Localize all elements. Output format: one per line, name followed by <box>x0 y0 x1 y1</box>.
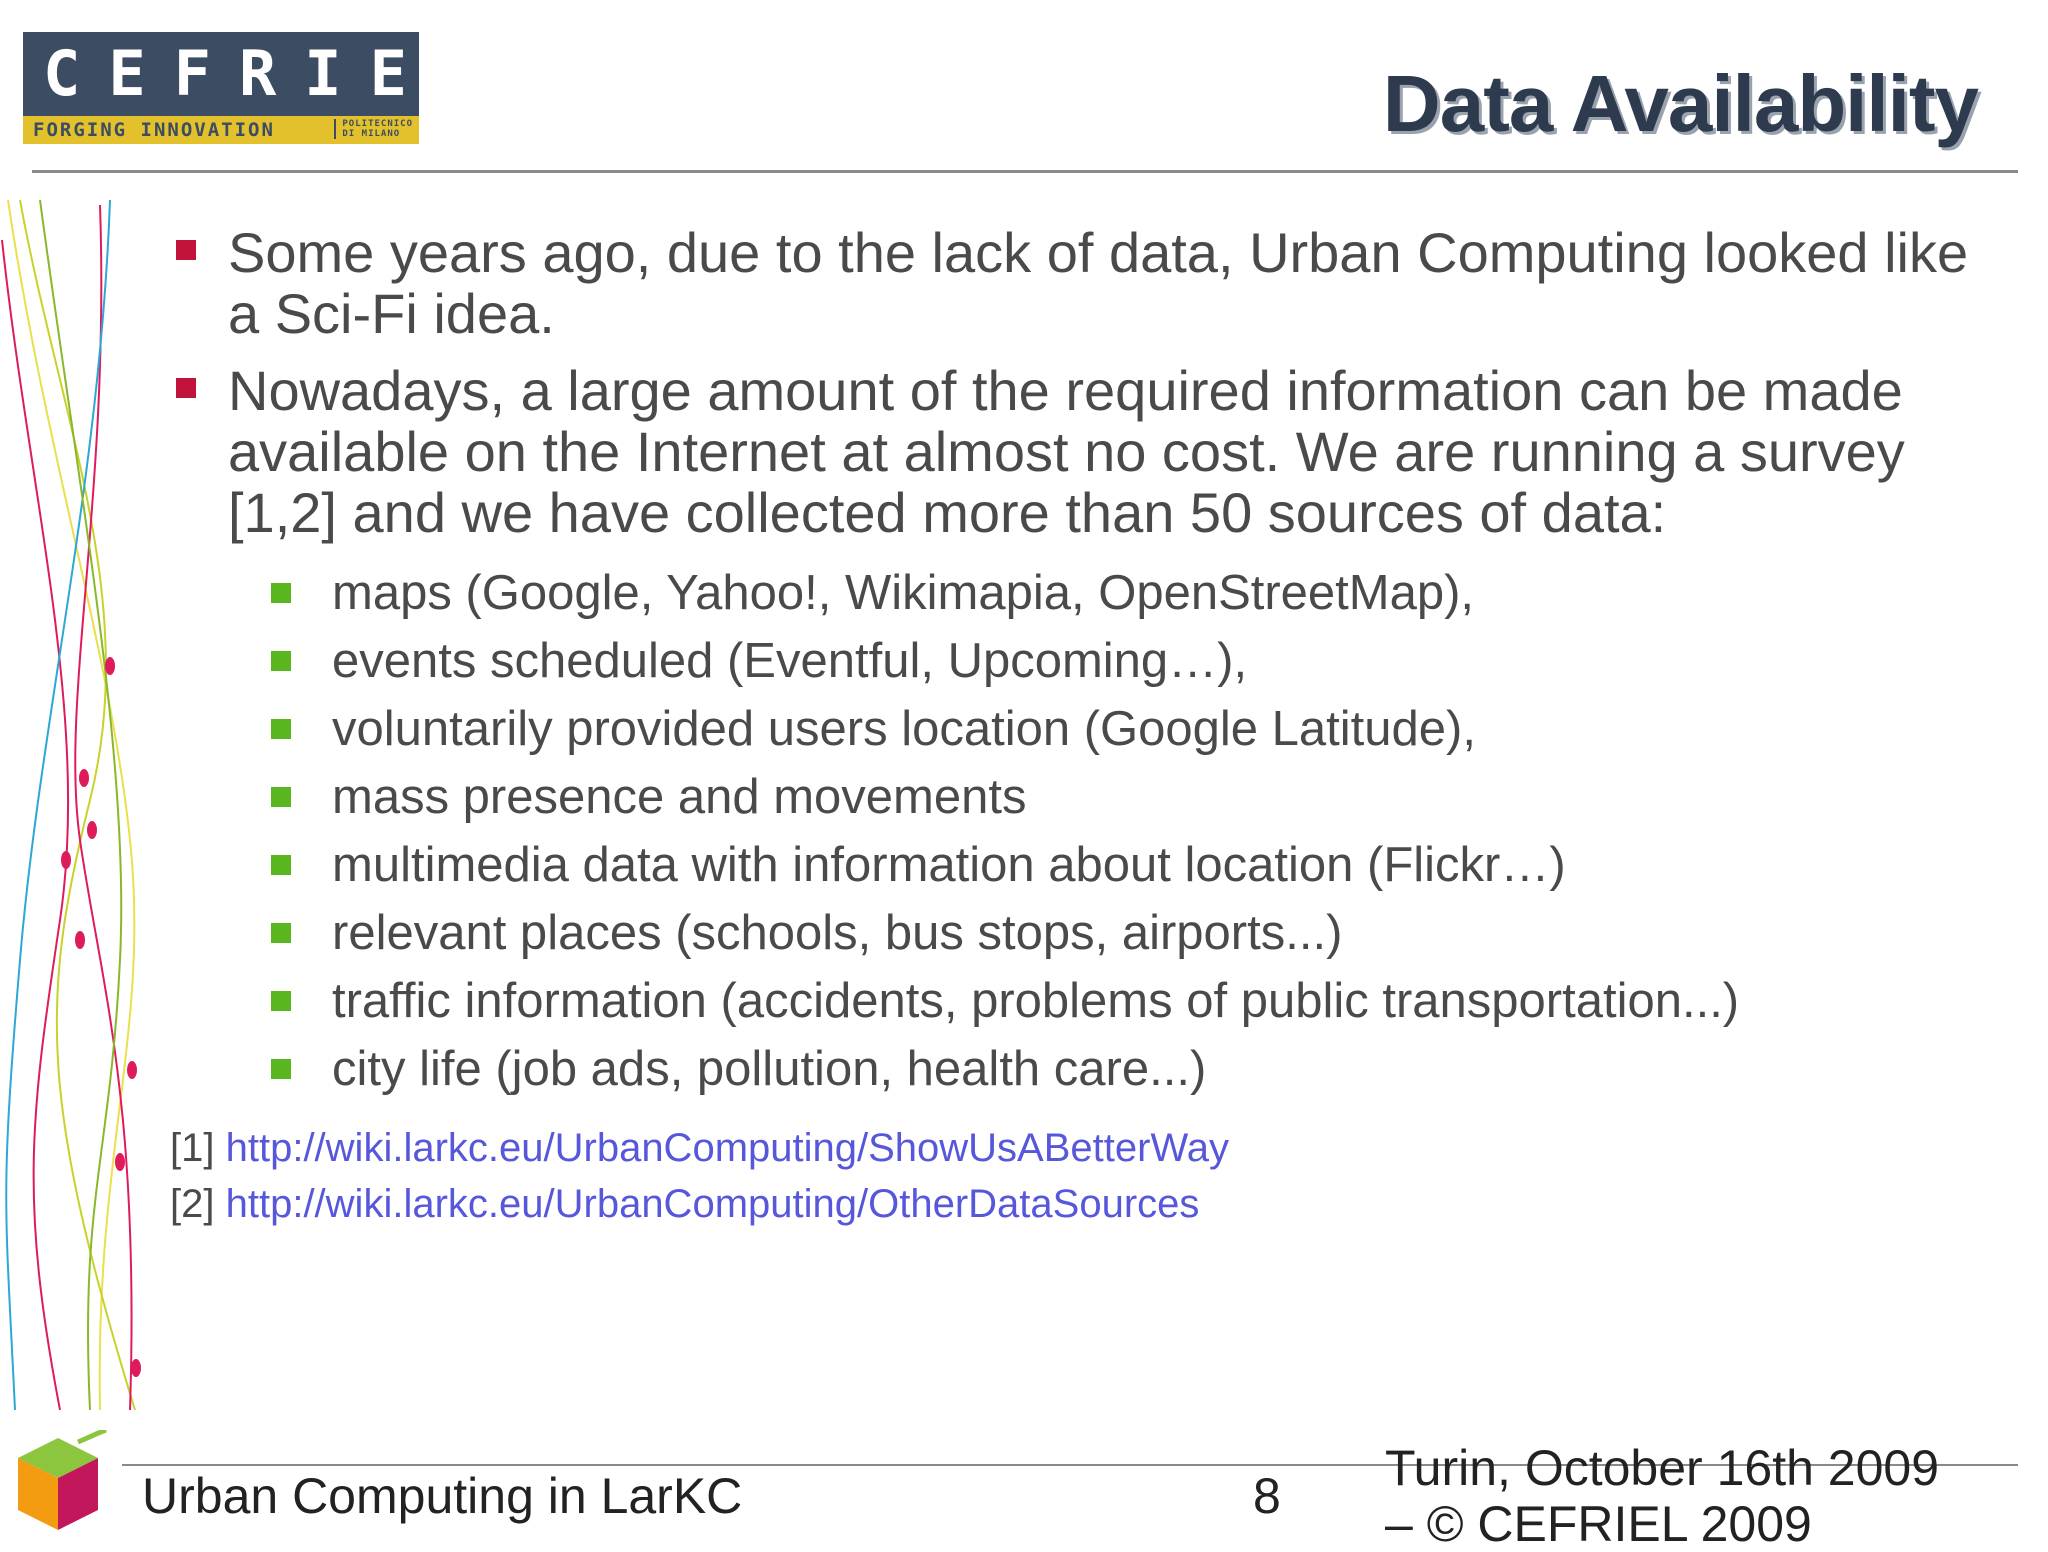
sub-bullet-item: city life (job ads, pollution, health care...) <box>170 1035 1990 1103</box>
bullet-square-icon <box>176 240 196 260</box>
sub-bullet-square-icon <box>271 1059 291 1079</box>
sub-bullet-square-icon <box>271 855 291 875</box>
references <box>170 1120 1229 1232</box>
title-divider <box>32 170 2018 173</box>
footer-date-copyright: Turin, October 16th 2009 – © CEFRIEL 2009 <box>1385 1440 1940 1552</box>
sub-bullet-item: mass presence and movements <box>170 763 1990 831</box>
sub-bullet-square-icon <box>271 787 291 807</box>
reference-item <box>170 1120 1229 1176</box>
sub-bullet-item: events scheduled (Eventful, Upcoming…), <box>170 627 1990 695</box>
sub-bullet-square-icon <box>271 583 291 603</box>
reference-marker: [1] <box>170 1126 215 1170</box>
slide-body <box>170 222 1990 1103</box>
sub-bullet-list <box>170 559 1990 1103</box>
sub-bullet-item: traffic information (accidents, problems of public transportation...) <box>170 967 1990 1035</box>
sub-bullet-item: voluntarily provided users location (Google Latitude), <box>170 695 1990 763</box>
reference-item <box>170 1176 1229 1232</box>
sub-bullet-square-icon <box>271 991 291 1011</box>
sub-bullet-item: relevant places (schools, bus stops, airports...) <box>170 899 1990 967</box>
footer-title: Urban Computing in LarKC <box>142 1468 743 1524</box>
reference-link[interactable]: http://wiki.larkc.eu/UrbanComputing/ShowUsABetterWay <box>225 1126 1229 1170</box>
page-number: 8 <box>1253 1468 1281 1524</box>
logo-tagline: FORGING INNOVATION <box>33 119 275 141</box>
bullet-item: Nowadays, a large amount of the required information can be made available on the Internet at almost no cost. We are running a survey [1,2] and we have collected more than 50 sources of data: <box>170 360 1990 543</box>
sub-bullet-item: multimedia data with information about location (Flickr…) <box>170 831 1990 899</box>
logo-partner: POLITECNICO DI MILANO <box>334 119 413 139</box>
bullet-square-icon <box>176 378 196 398</box>
sub-bullet-square-icon <box>271 719 291 739</box>
bullet-item: Some years ago, due to the lack of data, Urban Computing looked like a Sci-Fi idea. <box>170 222 1990 344</box>
cefriel-logo <box>23 32 501 144</box>
reference-marker: [2] <box>170 1182 215 1226</box>
decorative-waves <box>0 200 150 1420</box>
reference-link[interactable]: http://wiki.larkc.eu/UrbanComputing/OtherDataSources <box>225 1182 1200 1226</box>
sub-bullet-square-icon <box>271 923 291 943</box>
sub-bullet-square-icon <box>271 651 291 671</box>
cube-logo-icon <box>8 1430 108 1536</box>
slide-title: Data Availability <box>1382 59 1978 148</box>
sub-bullet-item: maps (Google, Yahoo!, Wikimapia, OpenStreetMap), <box>170 559 1990 627</box>
logo-brand: CEFRIEL <box>23 32 419 116</box>
